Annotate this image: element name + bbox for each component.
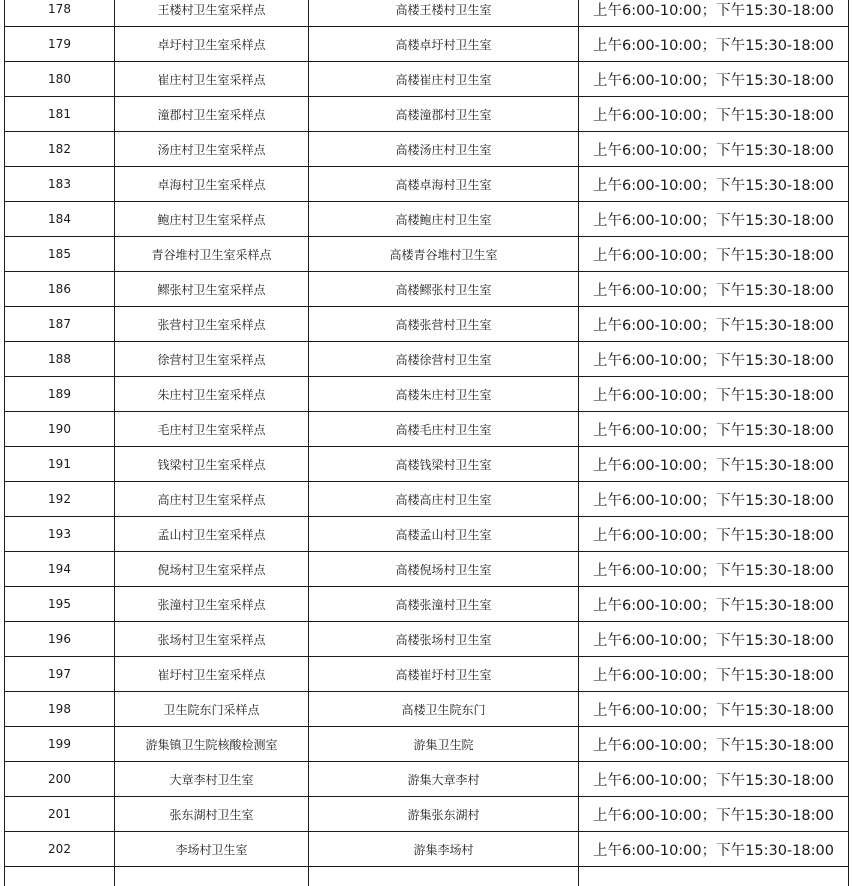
hours-cell: 上午6:00-10:00；下午15:30-18:00 bbox=[579, 762, 849, 797]
address-cell bbox=[309, 867, 579, 886]
site-name-cell: 徐营村卫生室采样点 bbox=[115, 342, 309, 377]
site-name-cell: 李场村卫生室 bbox=[115, 832, 309, 867]
table-row bbox=[5, 447, 849, 482]
address-cell: 游集李场村 bbox=[309, 832, 579, 867]
address-cell: 高楼鳏张村卫生室 bbox=[309, 272, 579, 307]
address-cell: 高楼鲍庄村卫生室 bbox=[309, 202, 579, 237]
hours-cell: 上午6:00-10:00；下午15:30-18:00 bbox=[579, 657, 849, 692]
site-name-cell: 汤庄村卫生室采样点 bbox=[115, 132, 309, 167]
table-row bbox=[5, 62, 849, 97]
row-number-cell: 201 bbox=[5, 797, 115, 832]
site-name-cell: 倪场村卫生室采样点 bbox=[115, 552, 309, 587]
row-number-cell: 181 bbox=[5, 97, 115, 132]
site-name-cell: 卫生院东门采样点 bbox=[115, 692, 309, 727]
table-row bbox=[5, 517, 849, 552]
site-name-cell: 张场村卫生室采样点 bbox=[115, 622, 309, 657]
table-row bbox=[5, 377, 849, 412]
site-name-cell: 朱庄村卫生室采样点 bbox=[115, 377, 309, 412]
table-row bbox=[5, 832, 849, 867]
address-cell: 高楼徐营村卫生室 bbox=[309, 342, 579, 377]
table-row bbox=[5, 797, 849, 832]
hours-cell: 上午6:00-10:00；下午15:30-18:00 bbox=[579, 27, 849, 62]
site-name-cell: 卓海村卫生室采样点 bbox=[115, 167, 309, 202]
address-cell: 高楼潼郡村卫生室 bbox=[309, 97, 579, 132]
site-name-cell: 毛庄村卫生室采样点 bbox=[115, 412, 309, 447]
row-number-cell: 183 bbox=[5, 167, 115, 202]
row-number-cell: 200 bbox=[5, 762, 115, 797]
address-cell: 高楼张营村卫生室 bbox=[309, 307, 579, 342]
table-row bbox=[5, 97, 849, 132]
table-row bbox=[5, 27, 849, 62]
hours-cell: 上午6:00-10:00；下午15:30-18:00 bbox=[579, 272, 849, 307]
address-cell: 高楼钱梁村卫生室 bbox=[309, 447, 579, 482]
row-number-cell: 197 bbox=[5, 657, 115, 692]
hours-cell: 上午6:00-10:00；下午15:30-18:00 bbox=[579, 797, 849, 832]
hours-cell: 上午6:00-10:00；下午15:30-18:00 bbox=[579, 832, 849, 867]
table-row bbox=[5, 272, 849, 307]
hours-cell: 上午6:00-10:00；下午15:30-18:00 bbox=[579, 587, 849, 622]
table-row bbox=[5, 237, 849, 272]
site-name-cell: 鲍庄村卫生室采样点 bbox=[115, 202, 309, 237]
address-cell: 高楼汤庄村卫生室 bbox=[309, 132, 579, 167]
row-number-cell: 202 bbox=[5, 832, 115, 867]
address-cell: 高楼卫生院东门 bbox=[309, 692, 579, 727]
table-row bbox=[5, 657, 849, 692]
sampling-sites-table bbox=[4, 0, 849, 886]
row-number-cell: 191 bbox=[5, 447, 115, 482]
site-name-cell: 张东湖村卫生室 bbox=[115, 797, 309, 832]
hours-cell: 上午6:00-10:00；下午15:30-18:00 bbox=[579, 412, 849, 447]
hours-cell: 上午6:00-10:00；下午15:30-18:00 bbox=[579, 482, 849, 517]
row-number-cell: 179 bbox=[5, 27, 115, 62]
address-cell: 高楼张场村卫生室 bbox=[309, 622, 579, 657]
address-cell: 游集卫生院 bbox=[309, 727, 579, 762]
row-number-cell bbox=[5, 867, 115, 886]
site-name-cell: 崔庄村卫生室采样点 bbox=[115, 62, 309, 97]
hours-cell: 上午6:00-10:00；下午15:30-18:00 bbox=[579, 0, 849, 27]
address-cell: 游集张东湖村 bbox=[309, 797, 579, 832]
row-number-cell: 186 bbox=[5, 272, 115, 307]
table-row bbox=[5, 0, 849, 27]
row-number-cell: 195 bbox=[5, 587, 115, 622]
table-body bbox=[5, 0, 849, 886]
address-cell: 高楼卓圩村卫生室 bbox=[309, 27, 579, 62]
hours-cell: 上午6:00-10:00；下午15:30-18:00 bbox=[579, 237, 849, 272]
site-name-cell: 张营村卫生室采样点 bbox=[115, 307, 309, 342]
hours-cell bbox=[579, 867, 849, 886]
hours-cell: 上午6:00-10:00；下午15:30-18:00 bbox=[579, 552, 849, 587]
address-cell: 高楼倪场村卫生室 bbox=[309, 552, 579, 587]
table-row bbox=[5, 762, 849, 797]
site-name-cell: 鳏张村卫生室采样点 bbox=[115, 272, 309, 307]
address-cell: 高楼孟山村卫生室 bbox=[309, 517, 579, 552]
row-number-cell: 193 bbox=[5, 517, 115, 552]
row-number-cell: 194 bbox=[5, 552, 115, 587]
site-name-cell: 潼郡村卫生室采样点 bbox=[115, 97, 309, 132]
row-number-cell: 190 bbox=[5, 412, 115, 447]
table-row bbox=[5, 307, 849, 342]
address-cell: 高楼朱庄村卫生室 bbox=[309, 377, 579, 412]
row-number-cell: 188 bbox=[5, 342, 115, 377]
row-number-cell: 189 bbox=[5, 377, 115, 412]
hours-cell: 上午6:00-10:00；下午15:30-18:00 bbox=[579, 307, 849, 342]
table-row bbox=[5, 132, 849, 167]
hours-cell: 上午6:00-10:00；下午15:30-18:00 bbox=[579, 342, 849, 377]
table-row bbox=[5, 727, 849, 762]
row-number-cell: 180 bbox=[5, 62, 115, 97]
table-row bbox=[5, 692, 849, 727]
hours-cell: 上午6:00-10:00；下午15:30-18:00 bbox=[579, 692, 849, 727]
address-cell: 游集大章李村 bbox=[309, 762, 579, 797]
site-name-cell: 卓圩村卫生室采样点 bbox=[115, 27, 309, 62]
row-number-cell: 184 bbox=[5, 202, 115, 237]
row-number-cell: 198 bbox=[5, 692, 115, 727]
table-row bbox=[5, 167, 849, 202]
table-row bbox=[5, 412, 849, 447]
site-name-cell bbox=[115, 867, 309, 886]
address-cell: 高楼高庄村卫生室 bbox=[309, 482, 579, 517]
site-name-cell: 崔圩村卫生室采样点 bbox=[115, 657, 309, 692]
hours-cell: 上午6:00-10:00；下午15:30-18:00 bbox=[579, 517, 849, 552]
hours-cell: 上午6:00-10:00；下午15:30-18:00 bbox=[579, 727, 849, 762]
address-cell: 高楼卓海村卫生室 bbox=[309, 167, 579, 202]
table-row bbox=[5, 587, 849, 622]
hours-cell: 上午6:00-10:00；下午15:30-18:00 bbox=[579, 377, 849, 412]
site-name-cell: 张潼村卫生室采样点 bbox=[115, 587, 309, 622]
site-name-cell: 大章李村卫生室 bbox=[115, 762, 309, 797]
table-row bbox=[5, 482, 849, 517]
hours-cell: 上午6:00-10:00；下午15:30-18:00 bbox=[579, 62, 849, 97]
row-number-cell: 178 bbox=[5, 0, 115, 27]
address-cell: 高楼毛庄村卫生室 bbox=[309, 412, 579, 447]
table-row bbox=[5, 622, 849, 657]
row-number-cell: 192 bbox=[5, 482, 115, 517]
site-name-cell: 孟山村卫生室采样点 bbox=[115, 517, 309, 552]
table-row bbox=[5, 202, 849, 237]
site-name-cell: 高庄村卫生室采样点 bbox=[115, 482, 309, 517]
hours-cell: 上午6:00-10:00；下午15:30-18:00 bbox=[579, 622, 849, 657]
site-name-cell: 游集镇卫生院核酸检测室 bbox=[115, 727, 309, 762]
table-row bbox=[5, 867, 849, 886]
site-name-cell: 钱梁村卫生室采样点 bbox=[115, 447, 309, 482]
address-cell: 高楼张潼村卫生室 bbox=[309, 587, 579, 622]
table-row bbox=[5, 342, 849, 377]
table-row bbox=[5, 552, 849, 587]
row-number-cell: 196 bbox=[5, 622, 115, 657]
address-cell: 高楼崔圩村卫生室 bbox=[309, 657, 579, 692]
address-cell: 高楼王楼村卫生室 bbox=[309, 0, 579, 27]
row-number-cell: 187 bbox=[5, 307, 115, 342]
hours-cell: 上午6:00-10:00；下午15:30-18:00 bbox=[579, 447, 849, 482]
row-number-cell: 199 bbox=[5, 727, 115, 762]
hours-cell: 上午6:00-10:00；下午15:30-18:00 bbox=[579, 167, 849, 202]
address-cell: 高楼崔庄村卫生室 bbox=[309, 62, 579, 97]
hours-cell: 上午6:00-10:00；下午15:30-18:00 bbox=[579, 202, 849, 237]
address-cell: 高楼青谷堆村卫生室 bbox=[309, 237, 579, 272]
hours-cell: 上午6:00-10:00；下午15:30-18:00 bbox=[579, 132, 849, 167]
site-name-cell: 青谷堆村卫生室采样点 bbox=[115, 237, 309, 272]
row-number-cell: 182 bbox=[5, 132, 115, 167]
hours-cell: 上午6:00-10:00；下午15:30-18:00 bbox=[579, 97, 849, 132]
row-number-cell: 185 bbox=[5, 237, 115, 272]
site-name-cell: 王楼村卫生室采样点 bbox=[115, 0, 309, 27]
